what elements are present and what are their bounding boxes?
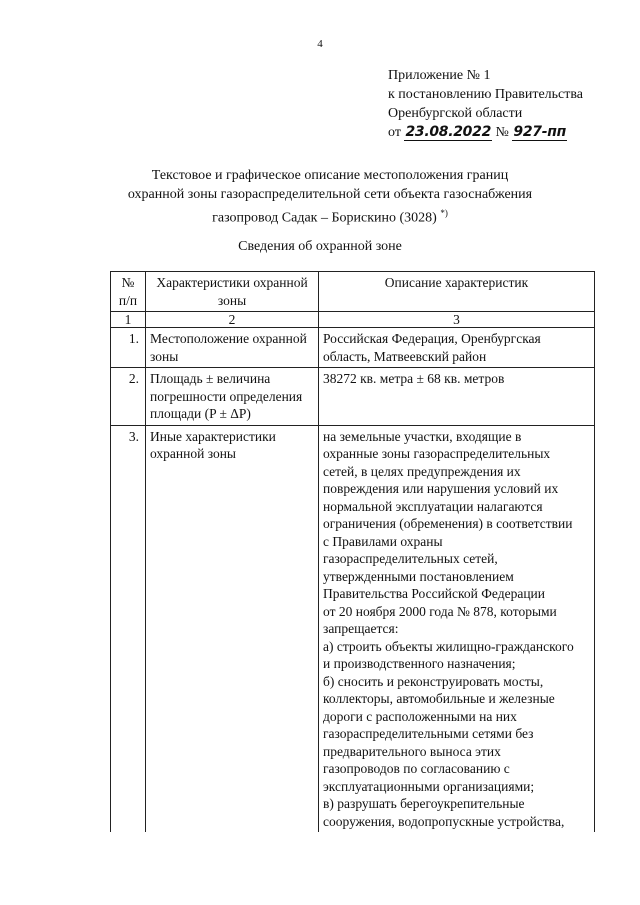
description-line: охранные зоны газораспределительных [323, 446, 551, 461]
description-line: эксплуатационными организациями; [323, 778, 535, 794]
date-prefix: от [388, 125, 401, 140]
description-line: нормальной эксплуатации налагаются [323, 498, 543, 514]
table-row [111, 368, 595, 426]
row-characteristic: Площадь ± величина погрешности определения площади (P ± ΔP) [146, 368, 319, 426]
footnote-mark: *) [440, 208, 448, 218]
zone-info-table [110, 271, 595, 832]
description-line: запрещается: [323, 621, 399, 636]
row-characteristic: Местоположение охранной зоны [146, 328, 319, 368]
table-row [111, 425, 595, 832]
description-line: газопроводов по согласованию с [323, 761, 510, 776]
title-line-1: Текстовое и графическое описание местоположения границ [151, 168, 509, 183]
description-line: повреждения или нарушения условий их [323, 481, 559, 496]
description-line: сооружения, водопропускные устройства, [323, 813, 565, 829]
description-line: ограничения (обременения) в соответствии [323, 516, 573, 531]
description-line: газораспределительными сетями без [323, 726, 534, 741]
page-number: 4 [317, 38, 323, 50]
header-number: № п/п [111, 272, 146, 312]
row-index: 1. [111, 328, 146, 368]
row-description: Российская Федерация, Оренбургская область, Матвеевский район [319, 328, 595, 368]
document-title [90, 166, 570, 228]
description-line: дороги с расположенными на них [323, 708, 517, 724]
appendix-header [388, 66, 583, 142]
description-line: на земельные участки, входящие в [323, 428, 522, 444]
row-characteristic: Иные характеристики охранной зоны [146, 425, 319, 832]
description-line: а) строить объекты жилищно-гражданского [323, 638, 574, 654]
description-line: предварительного выноса этих [323, 743, 501, 759]
appendix-line-1: Приложение № 1 [388, 68, 491, 83]
row-index: 2. [111, 368, 146, 426]
row-description [319, 425, 595, 832]
row-description: 38272 кв. метра ± 68 кв. метров [319, 368, 595, 426]
column-number: 1 [111, 312, 146, 328]
column-number: 2 [146, 312, 319, 328]
title-line-3 [90, 204, 570, 228]
handwritten-date: 23.08.2022 [405, 124, 492, 140]
section-title: Сведения об охранной зоне [238, 239, 402, 254]
appendix-date-line [388, 123, 583, 142]
title-line-3-text: газопровод Садак – Борискино (3028) [212, 210, 437, 226]
description-line: б) сносить и реконструировать мосты, [323, 673, 544, 689]
description-line: сетей, в целях предупреждения их [323, 463, 521, 479]
column-number: 3 [319, 312, 595, 328]
description-line: Правительства Российской Федерации [323, 586, 545, 601]
row-index: 3. [111, 425, 146, 832]
header-description: Описание характеристик [319, 272, 595, 312]
description-line: и производственного назначения; [323, 656, 516, 671]
number-sign: № [495, 125, 509, 140]
column-number-row [111, 312, 595, 328]
appendix-line-2: к постановлению Правительства [388, 87, 584, 102]
appendix-line-3: Оренбургской области [388, 106, 523, 121]
table-header-row [111, 272, 595, 312]
table-row [111, 328, 595, 368]
description-line: газораспределительных сетей, [323, 551, 498, 566]
header-characteristics: Характеристики охранной зоны [146, 272, 319, 312]
description-line: коллекторы, автомобильные и железные [323, 691, 555, 706]
handwritten-number: 927-пп [513, 124, 566, 140]
description-line: от 20 ноября 2000 года № 878, которыми [323, 603, 557, 619]
description-line: с Правилами охраны [323, 533, 443, 549]
description-line: утвержденными постановлением [323, 568, 514, 584]
title-line-2: охранной зоны газораспределительной сети объекта газоснабжения [127, 187, 533, 202]
description-line: в) разрушать берегоукрепительные [323, 796, 525, 811]
